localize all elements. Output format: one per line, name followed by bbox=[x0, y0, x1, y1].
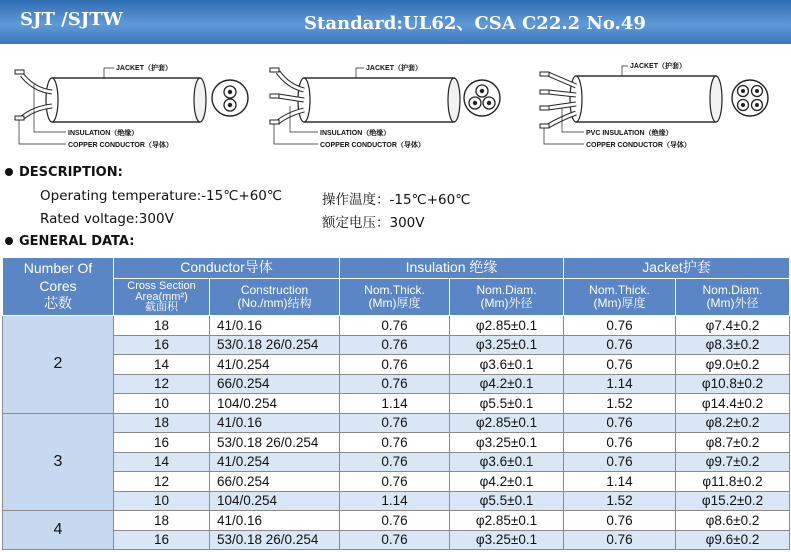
header-cross-section-text: Cross Section Area(mm²) 截面积 bbox=[127, 280, 196, 314]
cable-type-title: SJT /SJTW bbox=[20, 9, 123, 30]
insulation-label: INSULATION（绝缘） bbox=[320, 130, 391, 137]
table-row bbox=[3, 452, 790, 472]
jacket-thickness-cell: 0.76 bbox=[564, 335, 676, 355]
jacket-thickness-cell: 0.76 bbox=[564, 530, 676, 550]
insulation-thickness-cell: 1.14 bbox=[340, 394, 450, 414]
header-number-of-cores bbox=[3, 258, 114, 316]
bullet-icon bbox=[5, 168, 13, 176]
cable-diagrams bbox=[0, 50, 791, 155]
header-jac-diam-text: Nom.Diam. (Mm)外径 bbox=[702, 282, 763, 310]
jacket-diameter-cell: φ14.4±0.2 bbox=[676, 394, 790, 414]
cross-section-cell: 16 bbox=[114, 433, 210, 453]
cross-section-cell: 12 bbox=[114, 374, 210, 394]
construction-cell: 41/0.254 bbox=[210, 355, 340, 375]
header-ins-thick-text: Nom.Thick. (Mm)厚度 bbox=[364, 282, 425, 310]
table-row bbox=[3, 413, 790, 433]
cores-cell: 3 bbox=[3, 413, 114, 511]
insulation-diameter-cell: φ2.85±0.1 bbox=[450, 511, 564, 531]
cable-diagram-3-core bbox=[256, 50, 518, 155]
conductor-label: COPPER CONDUCTOR（导体） bbox=[320, 142, 425, 149]
jacket-thickness-cell: 1.14 bbox=[564, 472, 676, 492]
operating-temperature-cn: 操作温度：-15℃+60℃ bbox=[322, 192, 471, 208]
table-row bbox=[3, 316, 790, 336]
operating-temperature-en: Operating temperature:-15℃+60℃ bbox=[40, 188, 283, 204]
construction-cell: 104/0.254 bbox=[210, 394, 340, 414]
construction-cell: 41/0.254 bbox=[210, 452, 340, 472]
jacket-thickness-cell: 0.76 bbox=[564, 316, 676, 336]
jacket-diameter-cell: φ8.3±0.2 bbox=[676, 335, 790, 355]
insulation-thickness-cell: 0.76 bbox=[340, 316, 450, 336]
cross-section-cell: 12 bbox=[114, 472, 210, 492]
insulation-label: INSULATION（绝缘） bbox=[68, 130, 139, 137]
table-row bbox=[3, 511, 790, 531]
bullet-icon bbox=[5, 237, 13, 245]
table-row bbox=[3, 472, 790, 492]
header-conductor: Conductor导体 bbox=[114, 258, 340, 279]
construction-cell: 53/0.18 26/0.254 bbox=[210, 433, 340, 453]
insulation-diameter-cell: φ3.25±0.1 bbox=[450, 335, 564, 355]
insulation-thickness-cell: 0.76 bbox=[340, 530, 450, 550]
jacket-thickness-cell: 0.76 bbox=[564, 452, 676, 472]
jacket-diameter-cell: φ8.6±0.2 bbox=[676, 511, 790, 531]
insulation-diameter-cell: φ2.85±0.1 bbox=[450, 413, 564, 433]
general-data-title: GENERAL DATA: bbox=[19, 234, 135, 249]
header-jacket-thickness bbox=[564, 279, 676, 316]
insulation-diameter-cell: φ3.25±0.1 bbox=[450, 530, 564, 550]
jacket-thickness-cell: 1.14 bbox=[564, 374, 676, 394]
insulation-diameter-cell: φ5.5±0.1 bbox=[450, 491, 564, 511]
cable-diagram-4-core bbox=[524, 50, 786, 155]
table-row bbox=[3, 355, 790, 375]
jacket-diameter-cell: φ9.0±0.2 bbox=[676, 355, 790, 375]
construction-cell: 66/0.254 bbox=[210, 472, 340, 492]
jacket-thickness-cell: 0.76 bbox=[564, 511, 676, 531]
insulation-thickness-cell: 0.76 bbox=[340, 355, 450, 375]
insulation-diameter-cell: φ4.2±0.1 bbox=[450, 472, 564, 492]
header-insulation-diameter bbox=[450, 279, 564, 316]
insulation-thickness-cell: 0.76 bbox=[340, 452, 450, 472]
jacket-diameter-cell: φ8.2±0.2 bbox=[676, 413, 790, 433]
construction-cell: 41/0.16 bbox=[210, 511, 340, 531]
construction-cell: 53/0.18 26/0.254 bbox=[210, 530, 340, 550]
construction-cell: 41/0.16 bbox=[210, 413, 340, 433]
construction-cell: 104/0.254 bbox=[210, 491, 340, 511]
cores-cell: 4 bbox=[3, 511, 114, 550]
construction-cell: 41/0.16 bbox=[210, 316, 340, 336]
insulation-diameter-cell: φ3.6±0.1 bbox=[450, 452, 564, 472]
insulation-thickness-cell: 0.76 bbox=[340, 374, 450, 394]
jacket-thickness-cell: 0.76 bbox=[564, 355, 676, 375]
cross-section-cell: 16 bbox=[114, 530, 210, 550]
jacket-thickness-cell: 1.52 bbox=[564, 491, 676, 511]
description-title: DESCRIPTION: bbox=[19, 165, 123, 180]
jacket-label: JACKET（护套） bbox=[116, 65, 173, 72]
header-construction-text: Construction (No./mm)结构 bbox=[237, 282, 312, 310]
table-row bbox=[3, 530, 790, 550]
insulation-diameter-cell: φ3.6±0.1 bbox=[450, 355, 564, 375]
jacket-diameter-cell: φ8.7±0.2 bbox=[676, 433, 790, 453]
insulation-thickness-cell: 0.76 bbox=[340, 413, 450, 433]
cross-section-cell: 14 bbox=[114, 452, 210, 472]
title-banner bbox=[0, 0, 791, 44]
cores-cell: 2 bbox=[3, 316, 114, 414]
header-insulation-thickness bbox=[340, 279, 450, 316]
insulation-diameter-cell: φ4.2±0.1 bbox=[450, 374, 564, 394]
jacket-diameter-cell: φ15.2±0.2 bbox=[676, 491, 790, 511]
insulation-diameter-cell: φ3.25±0.1 bbox=[450, 433, 564, 453]
table-row bbox=[3, 374, 790, 394]
header-insulation: Insulation 绝缘 bbox=[340, 258, 564, 279]
jacket-label: JACKET（护套） bbox=[366, 65, 423, 72]
jacket-diameter-cell: φ9.6±0.2 bbox=[676, 530, 790, 550]
cross-section-cell: 18 bbox=[114, 316, 210, 336]
header-construction bbox=[210, 279, 340, 316]
cross-section-cell: 18 bbox=[114, 511, 210, 531]
jacket-diameter-cell: φ9.7±0.2 bbox=[676, 452, 790, 472]
construction-cell: 53/0.18 26/0.254 bbox=[210, 335, 340, 355]
insulation-label: PVC INSULATION（绝缘） bbox=[586, 130, 673, 137]
insulation-diameter-cell: φ5.5±0.1 bbox=[450, 394, 564, 414]
header-cross-section bbox=[114, 279, 210, 316]
rated-voltage-cn: 额定电压：300V bbox=[322, 215, 425, 231]
jacket-thickness-cell: 1.52 bbox=[564, 394, 676, 414]
cross-section-cell: 10 bbox=[114, 491, 210, 511]
cross-section-cell: 18 bbox=[114, 413, 210, 433]
general-data-heading bbox=[0, 234, 134, 249]
table-body bbox=[3, 316, 790, 550]
header-jacket-diameter bbox=[676, 279, 790, 316]
rated-voltage-en: Rated voltage:300V bbox=[40, 211, 174, 227]
header-ins-diam-text: Nom.Diam. (Mm)外径 bbox=[476, 282, 537, 310]
jacket-label: JACKET（护套） bbox=[630, 63, 687, 70]
insulation-diameter-cell: φ2.85±0.1 bbox=[450, 316, 564, 336]
insulation-thickness-cell: 0.76 bbox=[340, 511, 450, 531]
header-jacket: Jacket护套 bbox=[564, 258, 790, 279]
cross-section-cell: 10 bbox=[114, 394, 210, 414]
jacket-diameter-cell: φ7.4±0.2 bbox=[676, 316, 790, 336]
specification-table bbox=[2, 257, 790, 550]
table-row bbox=[3, 394, 790, 414]
cross-section-cell: 16 bbox=[114, 335, 210, 355]
header-jac-thick-text: Nom.Thick. (Mm)厚度 bbox=[589, 282, 650, 310]
insulation-thickness-cell: 0.76 bbox=[340, 472, 450, 492]
header-cores-text: Number Of Cores 芯数 bbox=[23, 260, 93, 312]
jacket-diameter-cell: φ10.8±0.2 bbox=[676, 374, 790, 394]
table-row bbox=[3, 335, 790, 355]
jacket-diameter-cell: φ11.8±0.2 bbox=[676, 472, 790, 492]
description-heading bbox=[0, 165, 123, 180]
table-row bbox=[3, 433, 790, 453]
jacket-thickness-cell: 0.76 bbox=[564, 433, 676, 453]
construction-cell: 66/0.254 bbox=[210, 374, 340, 394]
insulation-thickness-cell: 1.14 bbox=[340, 491, 450, 511]
jacket-thickness-cell: 0.76 bbox=[564, 413, 676, 433]
conductor-label: COPPER CONDUCTOR（导体） bbox=[68, 142, 173, 149]
standard-title: Standard:UL62、CSA C22.2 No.49 bbox=[304, 13, 646, 34]
table-row bbox=[3, 491, 790, 511]
insulation-thickness-cell: 0.76 bbox=[340, 433, 450, 453]
insulation-thickness-cell: 0.76 bbox=[340, 335, 450, 355]
conductor-label: COPPER CONDUCTOR（导体） bbox=[586, 142, 691, 149]
cable-diagram-2-core bbox=[4, 50, 266, 155]
cross-section-cell: 14 bbox=[114, 355, 210, 375]
